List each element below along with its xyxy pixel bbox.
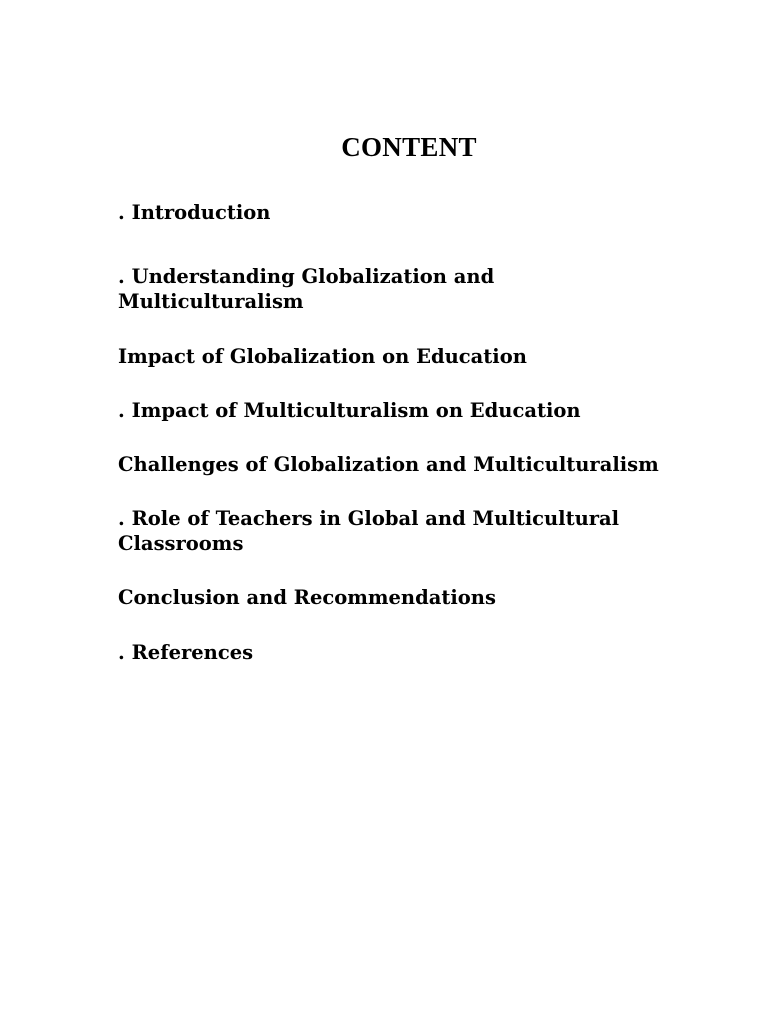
page-title: CONTENT: [341, 132, 477, 162]
toc-item-text: Challenges of Globalization and Multiculturalism: [118, 453, 659, 476]
toc-item-introduction: [118, 200, 718, 225]
toc-item-text: . References: [118, 641, 254, 664]
toc-item-text: Classrooms: [118, 532, 244, 555]
toc-item-text: . Understanding Globalization and: [118, 265, 495, 288]
toc-item-text: . Impact of Multiculturalism on Education: [118, 399, 581, 422]
toc-item-understanding: [118, 264, 718, 314]
toc-item-references: [118, 640, 718, 665]
toc-item-impact-globalization: [118, 344, 718, 369]
toc-item-text: . Introduction: [118, 201, 271, 224]
toc-item-text: Conclusion and Recommendations: [118, 586, 496, 609]
toc-item-impact-multiculturalism: [118, 398, 718, 423]
toc-item-challenges: [118, 452, 718, 477]
toc-item-text: Impact of Globalization on Education: [118, 345, 527, 368]
toc-item-text: Multiculturalism: [118, 290, 304, 313]
toc-item-conclusion: [118, 585, 718, 610]
toc-item-role-of-teachers: [118, 506, 718, 556]
toc-item-text: . Role of Teachers in Global and Multicultural: [118, 507, 620, 530]
